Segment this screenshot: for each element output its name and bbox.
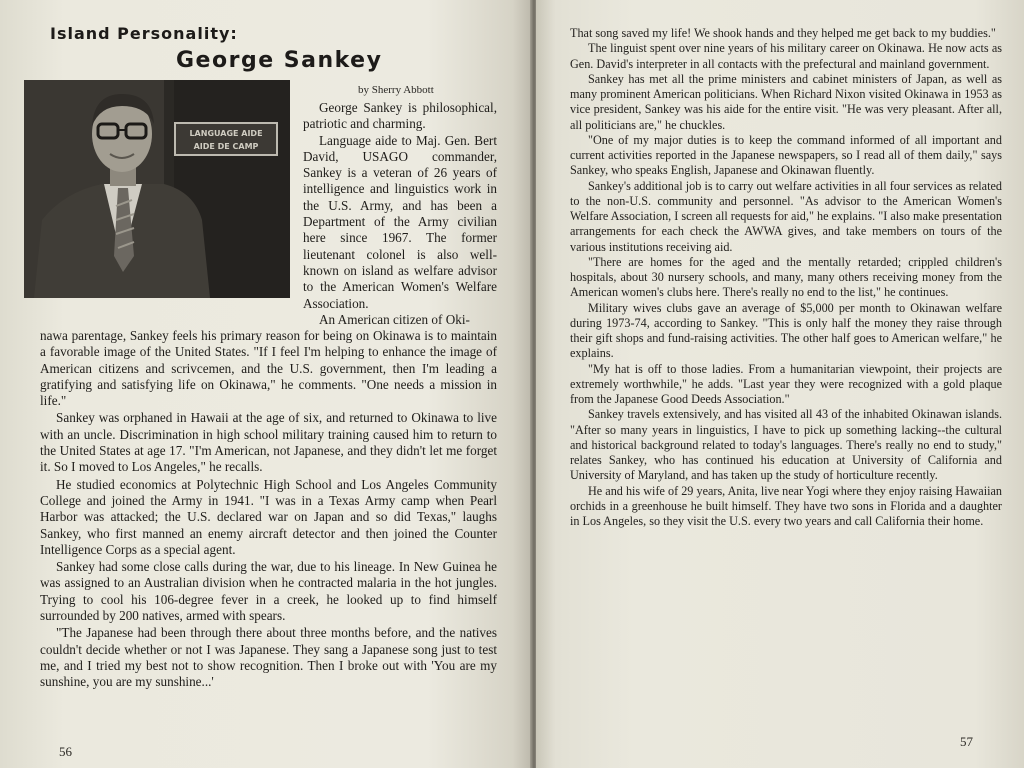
paragraph: He studied economics at Polytechnic High School and Los Angeles Community College and joined the Army in 1941. "I was in a Texas Army camp when Pearl Harbor was attacked; the U.S. declared war on Japan and so did Texas," laughs Sankey, who first manned an enemy aircraft detector and then joined the Counter Intelligence Corps as a special agent. xyxy=(40,476,497,557)
paragraph: Sankey had some close calls during the war, due to his lineage. In New Guinea he was assigned to an Australian division when he contracted malaria in the hot jungles. Trying to cool his 106-degree fever in a creek, he looked up to find himself surrounded by 200 natives, armed with spears. xyxy=(40,559,497,624)
sign-line-2: AIDE DE CAMP xyxy=(193,142,259,151)
paragraph: Language aide to Maj. Gen. Bert David, USAGO commander, Sankey is a veteran of 26 years of intelligence and linguistics work in the U.S. Army, and has been a Department of the Army civilian here since 1967. The former lieutenant colonel is also well-known on island as welfare advisor to the American Women's Welfare Association. xyxy=(303,132,497,311)
portrait-photo xyxy=(24,80,290,298)
paragraph: Sankey was orphaned in Hawaii at the age of six, and returned to Okinawa to live with an uncle. Discrimination in high school military training caused him to return to the United States at age 17. "I'm American, not Japanese, and they didn't let me forget it. So I moved to Los Angeles," he recalls. xyxy=(40,410,497,475)
paragraph: "There are homes for the aged and the mentally retarded; crippled children's hospitals, about 30 nursery schools, and many, many others receiving money from the American women's clubs here. There's really no end to the list," he continues. xyxy=(570,254,1002,300)
paragraph: An American citizen of Oki- xyxy=(319,311,470,327)
sign-line-1: LANGUAGE AIDE xyxy=(189,129,263,138)
paragraph: "My hat is off to those ladies. From a humanitarian viewpoint, their projects are extremely worthwhile," he adds. "Last year they were recognized with a gold plaque from the Japanese Good Deeds Association." xyxy=(570,361,1002,406)
paragraph: Military wives clubs gave an average of $5,000 per month to Okinawan welfare during 1973-74, according to Sankey. "This is only half the money they raise through their gift shops and fund-raising activities. The other half goes to American welfare," he explains. xyxy=(570,300,1002,361)
full-width-column xyxy=(40,328,497,692)
paragraph: He and his wife of 29 years, Anita, live near Yogi where they enjoy raising Hawaiian orchids in a greenhouse he built himself. They have two sons in Florida and a daughter in Los Angeles, so they visit the U.S. every two years and call California their home. xyxy=(570,483,1002,528)
paragraph: That song saved my life! We shook hands and they helped me get back to my buddies." xyxy=(570,26,996,40)
paragraph: nawa parentage, Sankey feels his primary reason for being on Okinawa is to maintain a favorable image of the United States. "If I feel I'm helping to enhance the image of American citizens and scrivcemen, and the U.S. government, then I'm leading a gratifying and satisfying life on Okinawa," he comments. "One needs a mission in life." xyxy=(40,328,497,409)
portrait-illustration xyxy=(24,80,290,298)
paragraph: The linguist spent over nine years of his military career on Okinawa. He now acts as Gen. David's interpreter in all contacts with the prefectural and mainland government. xyxy=(570,41,1002,71)
article-headline: George Sankey xyxy=(176,48,383,73)
right-page xyxy=(536,0,1024,768)
page-number-left: 56 xyxy=(59,744,72,759)
paragraph: Sankey travels extensively, and has visited all 43 of the inhabited Okinawan islands. "After so many years in linguistics, I have to pick up something lacking--the cultural and historical background related to today's languages. There's really no end to study," relates Sankey, who has continued his education at University of California and University of Maryland, and has taken up the study of horticulture recently. xyxy=(570,407,1002,483)
paragraph: "The Japanese had been through there about three months before, and the natives couldn't decide whether or not I was Japanese. They sang a Japanese song just to test me, and I tried my best not to show recognition. Then I broke out with 'You are my sunshine, you are my sunshine...' xyxy=(40,625,497,690)
article-kicker: Island Personality: xyxy=(50,24,238,43)
paragraph: Sankey's additional job is to carry out welfare activities in all four services as related to the non-U.S. community and personnel. "As advisor to the American Women's Welfare Association, I screen all requests for aid," he explains. "I also make presentation arrangements for each check the AWWA gives, and take members on tours of the various institutions receiving aid. xyxy=(570,178,1002,254)
paragraph: Sankey has met all the prime ministers and cabinet ministers of Japan, as well as many prominent American politicians. When Richard Nixon visited Okinawa in 1953 as vice president, Sankey was his aide for the entire visit. "He was very pleasant. After all, all politicians are," he chuckles. xyxy=(570,71,1002,132)
paragraph: "One of my major duties is to keep the command informed of all important and current activities reported in the Japanese newspapers, so I read all of them daily," says Sankey, who speaks English, Japanese and Okinawan fluently. xyxy=(570,132,1002,178)
paragraph: George Sankey is philosophical, patriotic and charming. xyxy=(303,100,497,132)
page-number-right: 57 xyxy=(960,734,973,749)
article-byline: by Sherry Abbott xyxy=(358,84,434,96)
language-aide-sign xyxy=(174,122,278,156)
right-column xyxy=(570,26,1002,529)
narrow-column xyxy=(303,100,497,328)
